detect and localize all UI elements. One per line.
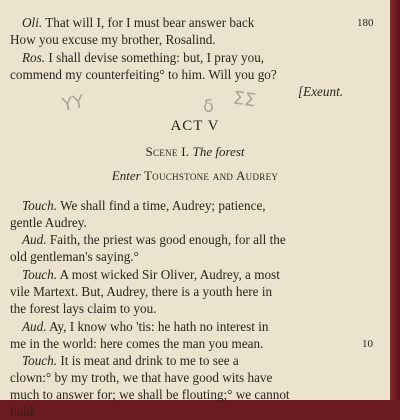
scene-heading [0,144,390,160]
text-line [22,50,264,66]
text-line [10,67,277,83]
text-line [10,32,216,48]
prose-text: vile Martext. But, Audrey, there is a youth here in [10,284,273,299]
prose-text: old gentleman's saying.° [10,249,139,264]
speaker-label: Touch. [22,198,58,213]
text-line [10,215,87,231]
speaker-label: Ros. [22,50,46,65]
text-line [10,249,139,265]
text-line [10,404,37,420]
prose-text: A most wicked Sir Oliver, Audrey, a most [59,267,280,282]
enter-word: Enter [111,168,141,183]
text-line [10,387,290,403]
text-line [10,284,272,300]
scene-label: Scene I. [145,144,190,159]
act-heading: ACT V [170,118,220,134]
text-line [10,336,263,352]
line-number: 180 [357,17,374,29]
entering-characters: Touchstone and Audrey [143,168,279,183]
entrance-direction [0,168,390,184]
book-cover-edge [390,0,400,400]
prose-text: clown:° by my troth, we that have good wits have [10,370,273,385]
handwritten-mark: δ [203,96,215,117]
prose-text: Ay, I know who 'tis: he hath no interest in [49,319,269,334]
text-line [22,267,280,283]
prose-text: gentle Audrey. [10,215,87,230]
stage-direction-exeunt: [Exeunt. [298,84,344,99]
handwritten-mark: ΥΥ [60,91,86,116]
prose-text: We shall find a time, Audrey; patience, [60,198,266,213]
text-line [10,370,272,386]
scene-place: The forest [192,144,245,159]
prose-text: Faith, the priest was good enough, for all the [49,232,286,247]
text-line [22,198,266,214]
speaker-label: Oli. [22,15,43,30]
speaker-label: Aud. [22,319,47,334]
line-number: 10 [362,338,373,350]
text-line [22,15,254,31]
prose-text: me in the world: here comes the man you mean. [10,336,264,351]
speaker-label: Touch. [22,353,58,368]
prose-text: It is meat and drink to me to see a [60,353,239,368]
verse-text: commend my counterfeiting° to him. Will you go? [10,67,277,82]
text-line [22,232,286,248]
text-line [22,319,268,335]
prose-text: hold. [10,404,37,419]
text-line [22,353,239,369]
speaker-label: Aud. [22,232,47,247]
verse-text: How you excuse my brother, Rosalind. [10,32,216,47]
text-line [10,301,157,317]
verse-text: I shall devise something: but, I pray you, [48,50,265,65]
verse-text: That will I, for I must bear answer back [45,15,255,30]
speaker-label: Touch. [22,267,58,282]
prose-text: much to answer for; we shall be flouting;° we cannot [10,387,290,402]
handwritten-mark: ΣΣ [231,87,258,112]
prose-text: the forest lays claim to you. [10,301,157,316]
